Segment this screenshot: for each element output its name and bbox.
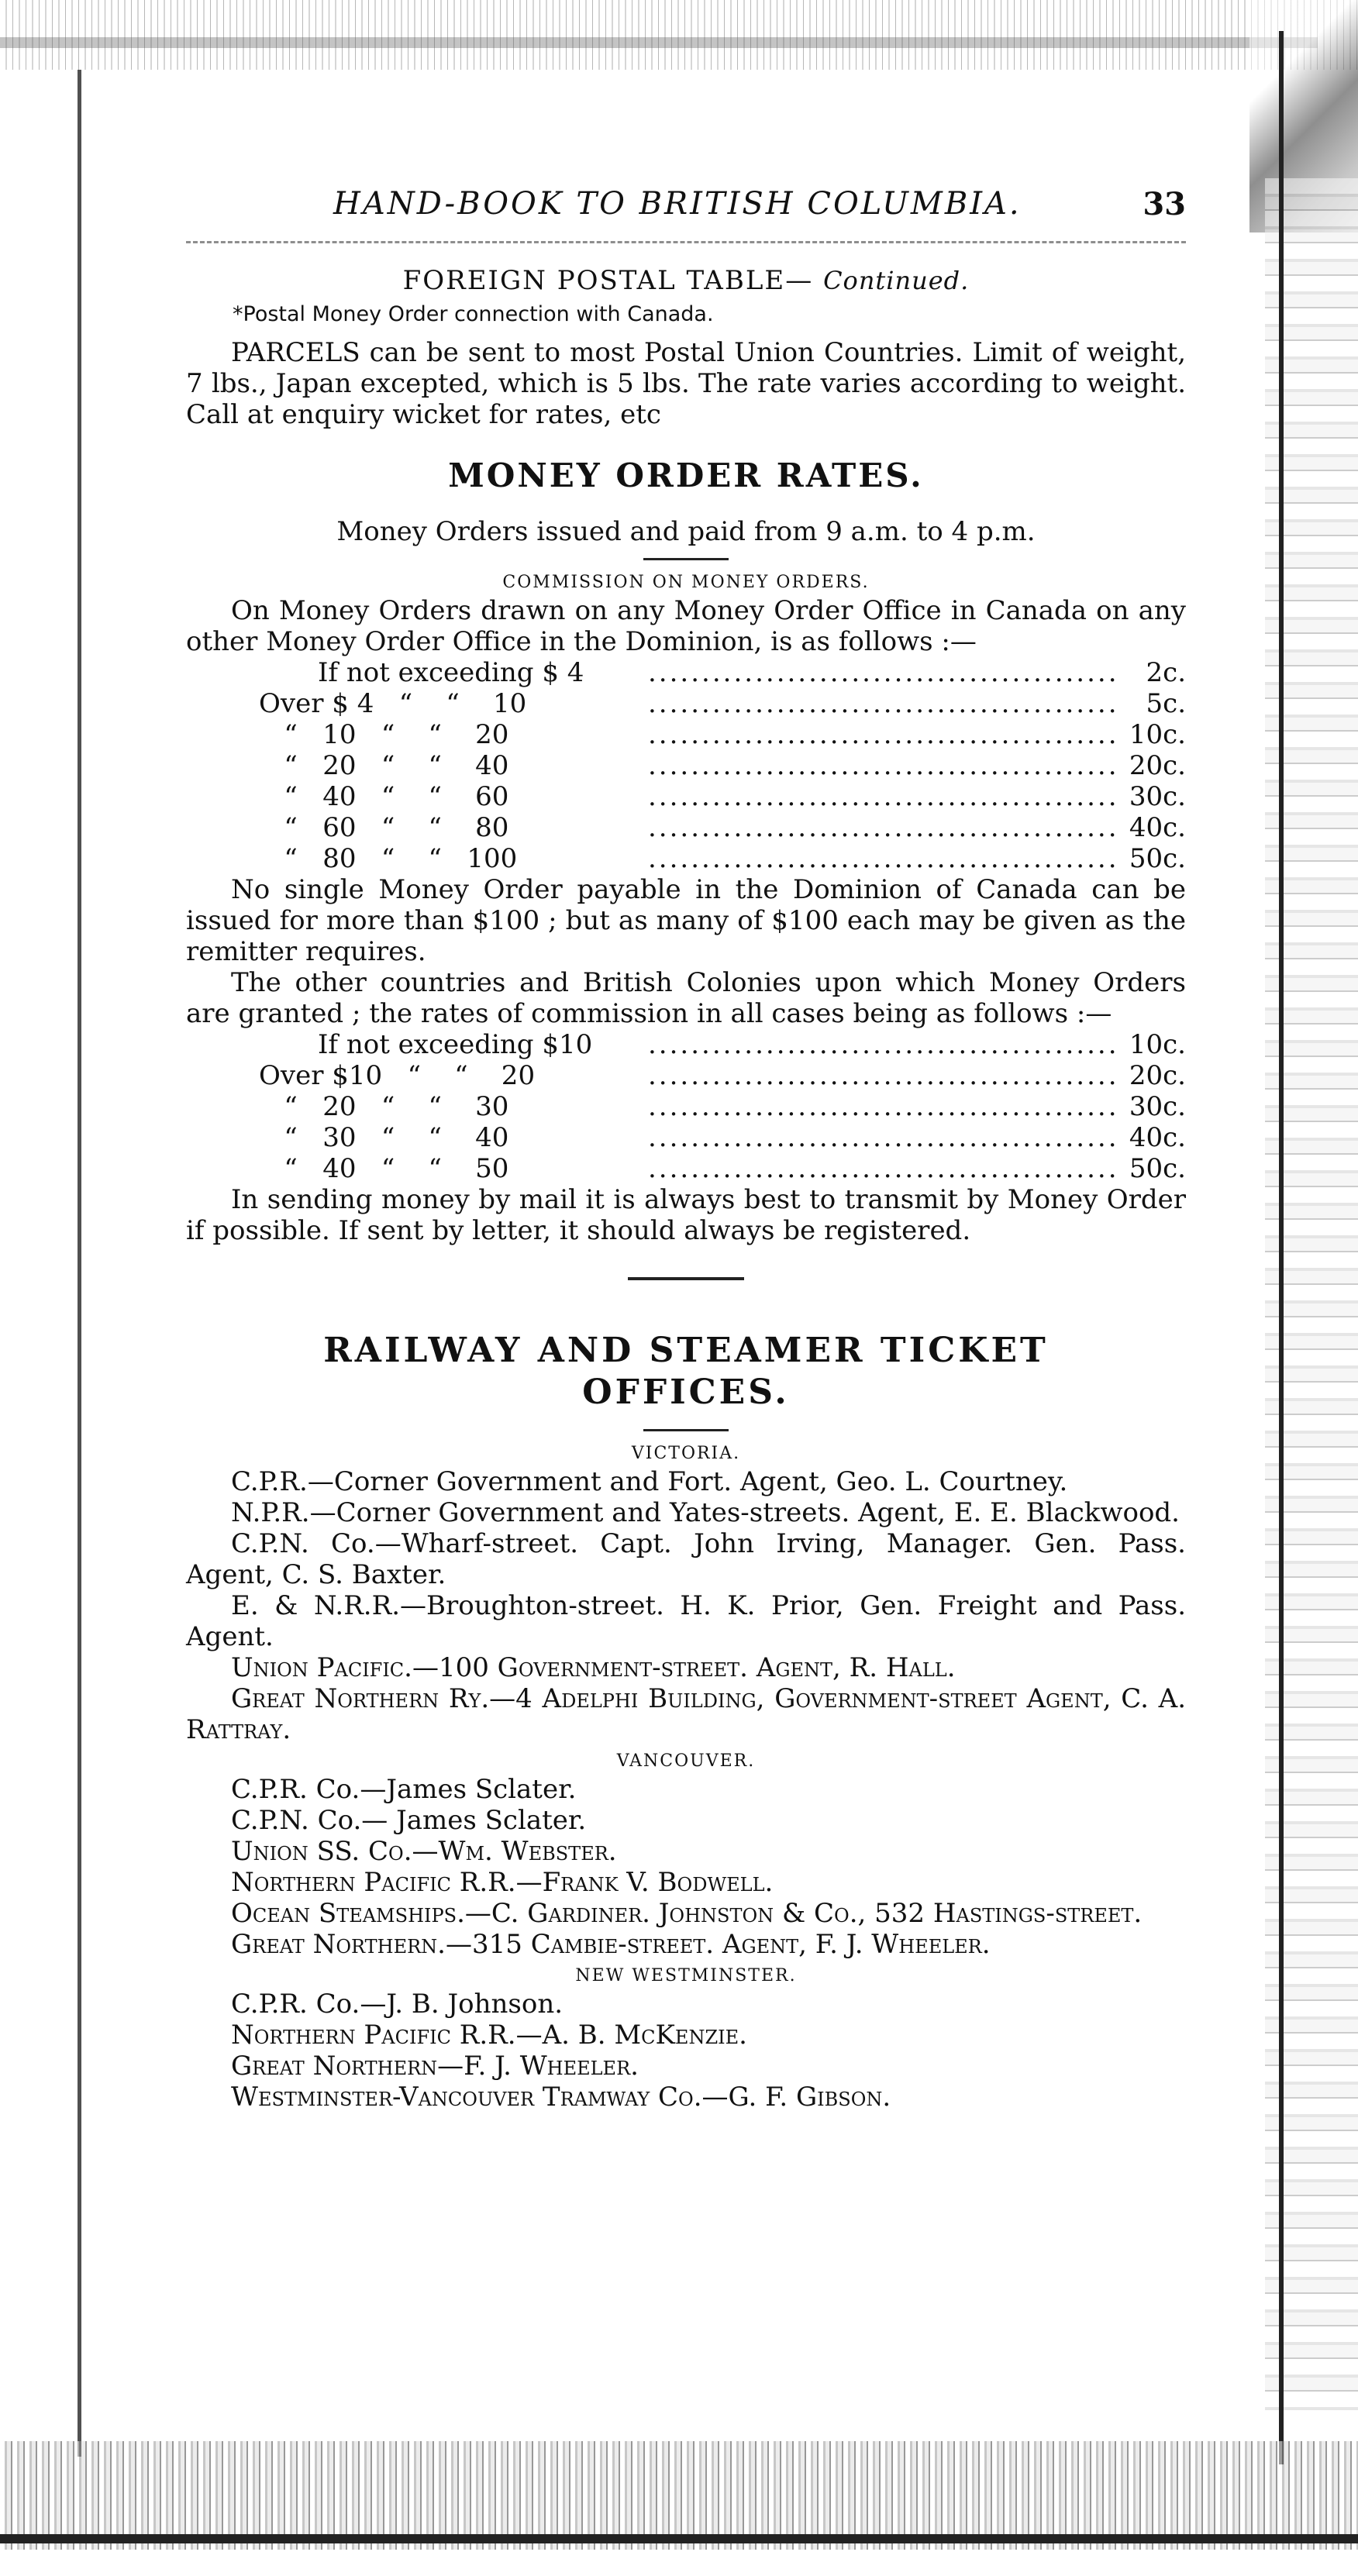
rate-row (186, 812, 1186, 843)
scan-edge-top (0, 0, 1358, 70)
rate-row (186, 1153, 1186, 1184)
money-order-hours: Money Orders issued and paid from 9 a.m. to 4 p.m. (336, 516, 1036, 547)
rate-row (186, 1060, 1186, 1091)
rate-amount: 5c. (1146, 688, 1186, 719)
leader-dots (648, 812, 1116, 843)
ticket-office-entry: C.P.R. Co.—James Sclater. (231, 1774, 577, 1805)
continued-label: Continued. (823, 266, 970, 295)
leader-dots (648, 719, 1116, 750)
new-westminster-heading: NEW WESTMINSTER. (575, 1966, 797, 1985)
divider (643, 558, 729, 560)
postal-note: *Postal Money Order connection with Canada. (233, 302, 714, 326)
rate-amount: 40c. (1129, 1122, 1186, 1153)
other-countries-paragraph: The other countries and British Colonies upon which Money Orders are granted ; the rates of commission in all cases being as follows :— (186, 967, 1186, 1029)
rate-amount: 40c. (1129, 812, 1186, 843)
rate-label: Over $ 4 “ “ 10 (259, 688, 527, 719)
scan-edge-bottom-rule (0, 2534, 1358, 2543)
rate-amount: 50c. (1129, 1153, 1186, 1184)
ticket-office-entry: Northern Pacific R.R.—Frank V. Bodwell. (231, 1867, 774, 1898)
rate-label: Over $10 “ “ 20 (259, 1060, 536, 1091)
ticket-office-entry: Northern Pacific R.R.—A. B. McKenzie. (231, 2020, 747, 2051)
no-single-paragraph: No single Money Order payable in the Dominion of Canada can be issued for more than $100 ; but as many of $100 each may be given as the remitter requires. (186, 874, 1186, 967)
rate-row (186, 1122, 1186, 1153)
leader-dots (648, 1122, 1116, 1153)
rate-label: “ 10 “ “ 20 (259, 719, 509, 750)
leader-dots (648, 657, 1116, 688)
ticket-office-entry: Union Pacific.—100 Government-street. Agent, R. Hall. (231, 1652, 956, 1683)
rate-amount: 20c. (1129, 750, 1186, 781)
rate-row (186, 1029, 1186, 1060)
leader-dots (648, 750, 1116, 781)
leader-dots (648, 1029, 1116, 1060)
leader-dots (648, 1060, 1116, 1091)
ticket-office-entry: Union SS. Co.—Wm. Webster. (231, 1836, 617, 1867)
rate-label: “ 40 “ “ 50 (259, 1153, 509, 1184)
money-order-title: MONEY ORDER RATES. (448, 456, 924, 494)
ticket-office-entry: C.P.R. Co.—J. B. Johnson. (231, 1989, 564, 2020)
victoria-heading: VICTORIA. (631, 1444, 741, 1463)
running-title: HAND-BOOK TO BRITISH COLUMBIA. (333, 186, 1022, 222)
leader-dots (648, 843, 1116, 874)
header-rule (186, 241, 1186, 243)
rate-amount: 2c. (1146, 657, 1186, 688)
ticket-office-entry: C.P.R.—Corner Government and Fort. Agent, Geo. L. Courtney. (231, 1466, 1068, 1497)
parcels-paragraph: PARCELS can be sent to most Postal Union Countries. Limit of weight, 7 lbs., Japan excepted, which is 5 lbs. The rate varies according to weight. Call at enquiry wicket for rates, etc (186, 337, 1186, 430)
rate-amount: 50c. (1129, 843, 1186, 874)
scan-edge-top-band (0, 37, 1318, 48)
rate-row (186, 843, 1186, 874)
ticket-office-entry: Great Northern—F. J. Wheeler. (231, 2051, 639, 2082)
rate-amount: 10c. (1129, 719, 1186, 750)
leader-dots (648, 781, 1116, 812)
other-rate-table (186, 1029, 1186, 1184)
rate-label: “ 20 “ “ 30 (259, 1091, 509, 1122)
page-number: 33 (1143, 186, 1186, 222)
scan-edge-bottom (0, 2441, 1358, 2550)
foreign-postal-heading (186, 265, 1186, 296)
rate-label: “ 80 “ “ 100 (259, 843, 518, 874)
rate-row (186, 657, 1186, 688)
running-header (186, 186, 1186, 222)
rate-row (186, 688, 1186, 719)
commission-heading: COMMISSION ON MONEY ORDERS. (502, 573, 870, 592)
rate-amount: 10c. (1129, 1029, 1186, 1060)
page-edge-right (1279, 31, 1284, 2464)
rate-label: If not exceeding $ 4 (318, 657, 584, 688)
vancouver-heading: VANCOUVER. (616, 1751, 756, 1771)
leader-dots (648, 1153, 1116, 1184)
ticket-office-entry: Ocean Steamships.—C. Gardiner. Johnston & Co., 532 Hastings-street. (231, 1898, 1143, 1929)
sending-paragraph: In sending money by mail it is always best to transmit by Money Order if possible. If sent by letter, it should always be registered. (186, 1184, 1186, 1246)
ticket-office-entry: Great Northern Ry.—4 Adelphi Building, Government-street Agent, C. A. Rattray. (186, 1683, 1186, 1745)
railway-title-line1: RAILWAY AND STEAMER TICKET (323, 1331, 1049, 1370)
leader-dots (648, 1091, 1116, 1122)
canada-intro: On Money Orders drawn on any Money Order Office in Canada on any other Money Order Office in the Dominion, is as follows :— (186, 595, 1186, 657)
ticket-office-entry: N.P.R.—Corner Government and Yates-streets. Agent, E. E. Blackwood. (231, 1497, 1180, 1528)
ticket-office-entry: C.P.N. Co.— James Sclater. (231, 1805, 587, 1836)
ticket-office-entry: Great Northern.—315 Cambie-street. Agent, F. J. Wheeler. (231, 1929, 991, 1960)
section-divider (628, 1277, 744, 1280)
rate-amount: 30c. (1129, 781, 1186, 812)
foreign-postal-title: FOREIGN POSTAL TABLE— (402, 265, 814, 296)
rate-label: “ 40 “ “ 60 (259, 781, 509, 812)
rate-label: “ 30 “ “ 40 (259, 1122, 509, 1153)
railway-title-line2: OFFICES. (582, 1372, 790, 1412)
page-content (186, 186, 1186, 2113)
rate-row (186, 750, 1186, 781)
rate-row (186, 1091, 1186, 1122)
rate-amount: 30c. (1129, 1091, 1186, 1122)
ticket-office-entry: C.P.N. Co.—Wharf-street. Capt. John Irving, Manager. Gen. Pass. Agent, C. S. Baxter. (186, 1528, 1186, 1590)
rate-label: “ 20 “ “ 40 (259, 750, 509, 781)
rate-label: If not exceeding $10 (318, 1029, 593, 1060)
rate-row (186, 781, 1186, 812)
ticket-office-entry: Westminster-Vancouver Tramway Co.—G. F. Gibson. (231, 2082, 891, 2113)
rate-row (186, 719, 1186, 750)
page-edge-left (78, 70, 81, 2457)
leader-dots (648, 688, 1116, 719)
railway-title (186, 1330, 1186, 1414)
divider (643, 1429, 729, 1431)
ticket-office-entry: E. & N.R.R.—Broughton-street. H. K. Prior, Gen. Freight and Pass. Agent. (186, 1590, 1186, 1652)
rate-amount: 20c. (1129, 1060, 1186, 1091)
rate-label: “ 60 “ “ 80 (259, 812, 509, 843)
canada-rate-table (186, 657, 1186, 874)
